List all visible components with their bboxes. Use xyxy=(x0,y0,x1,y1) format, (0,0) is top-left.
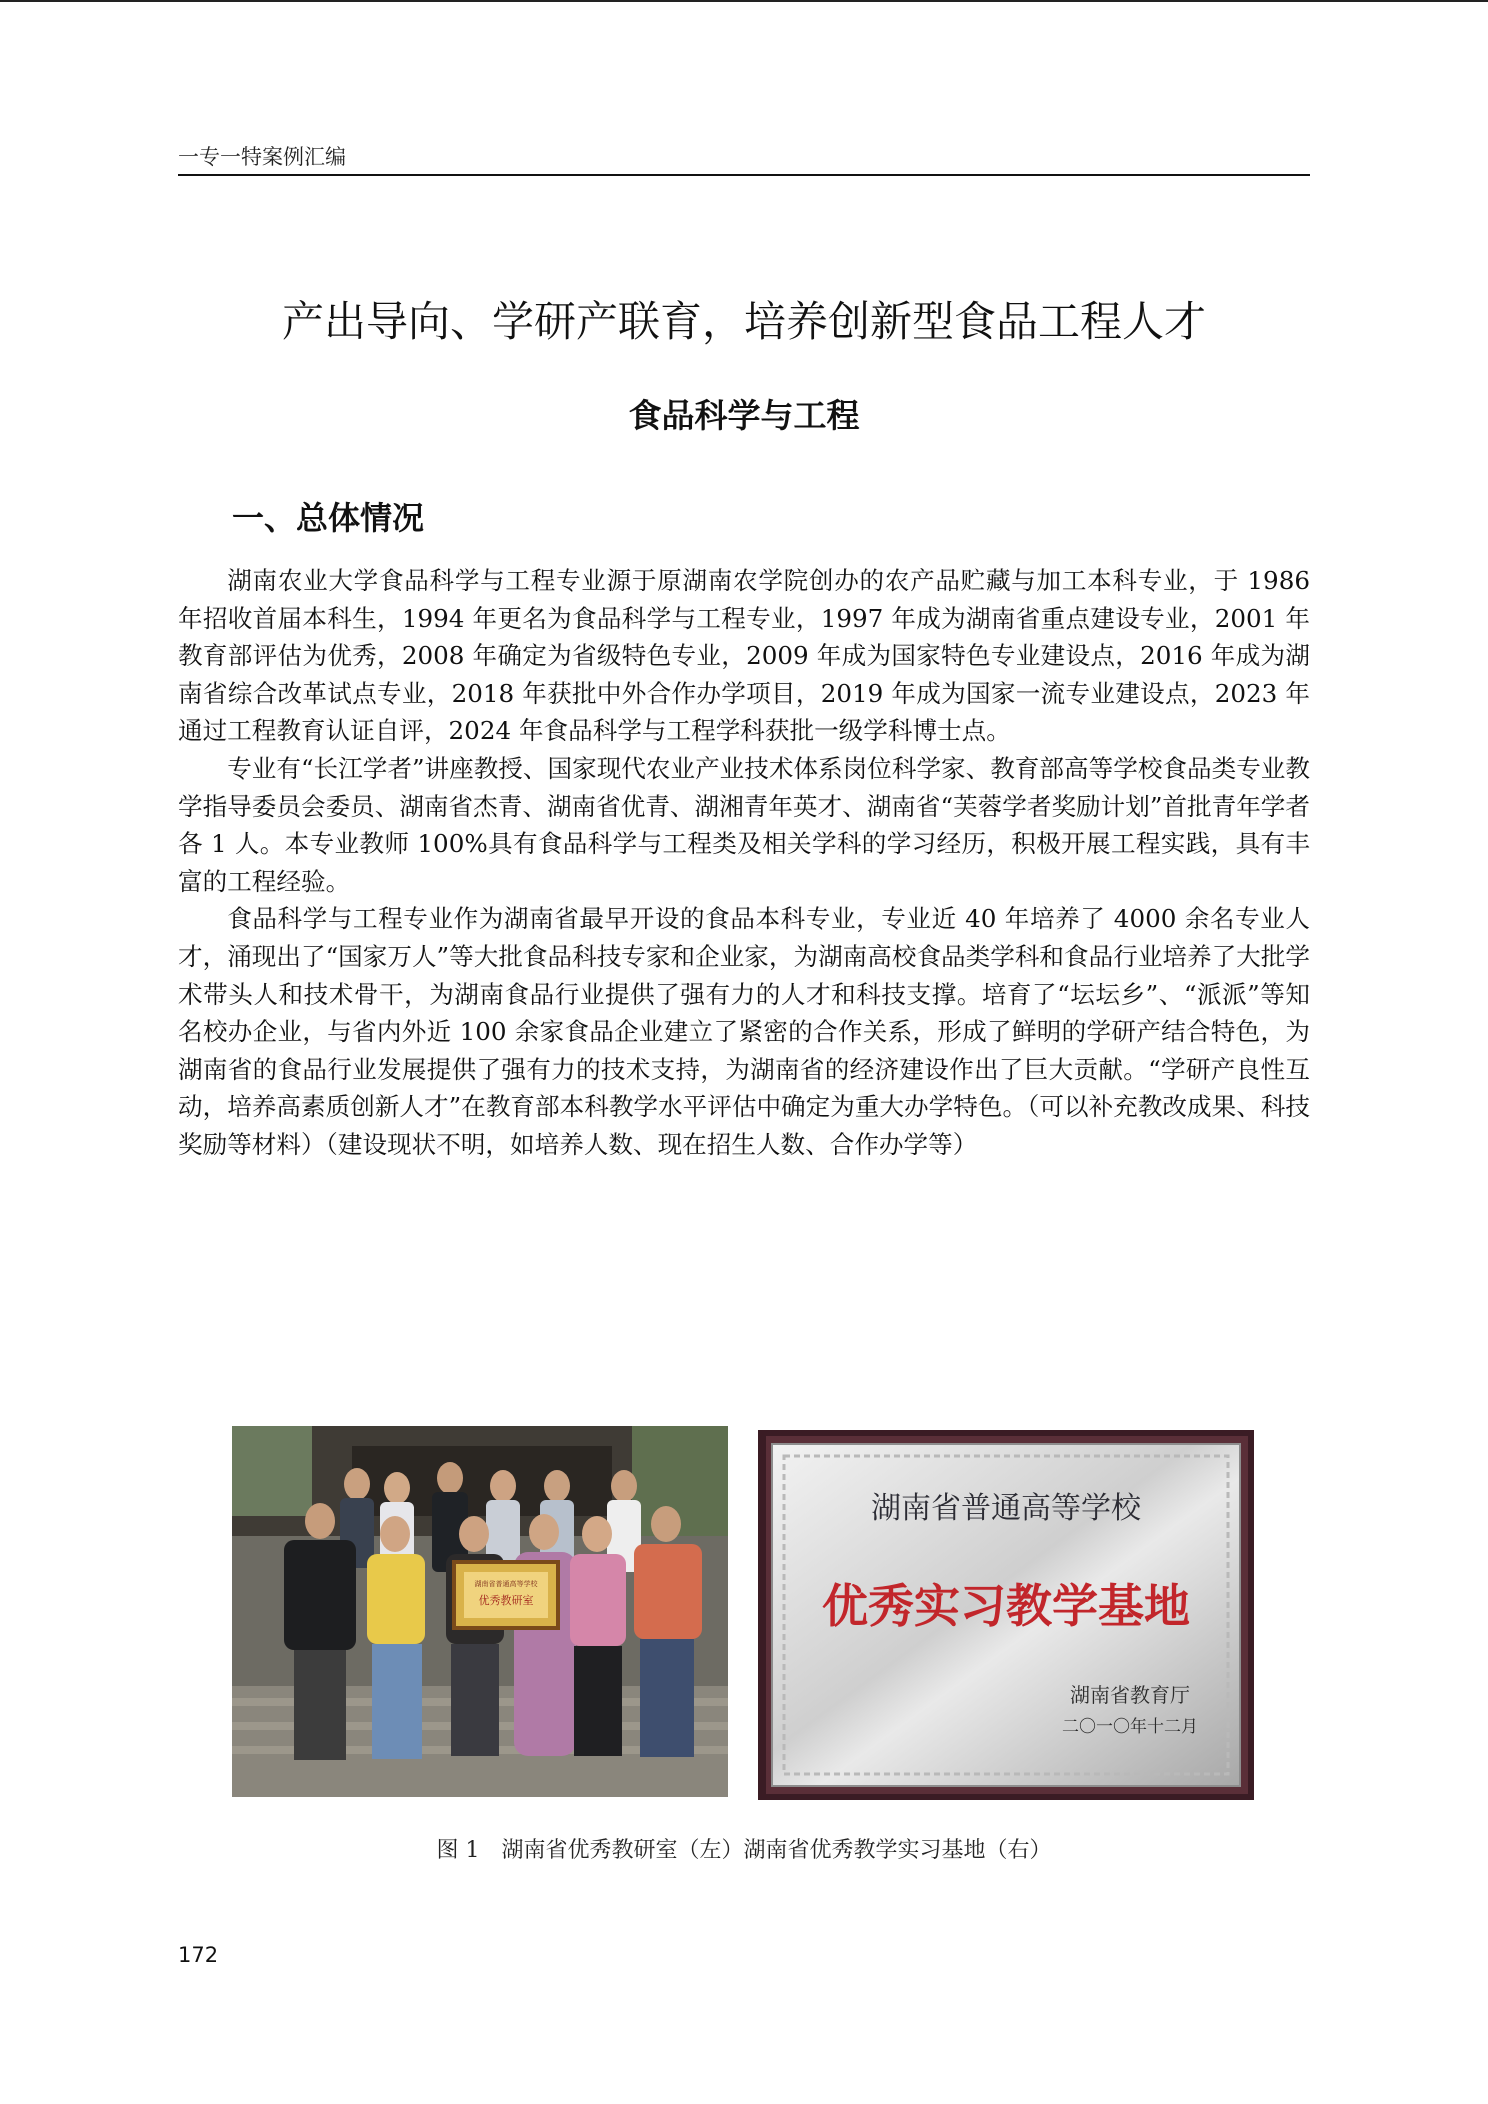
page-number: 172 xyxy=(178,1943,219,1967)
plaque-issuer: 湖南省教育厅 xyxy=(1070,1683,1190,1707)
article-title: 产出导向、学研产联育，培养创新型食品工程人才 xyxy=(281,297,1206,346)
figure-caption: 图 1 湖南省优秀教研室（左）湖南省优秀教学实习基地（右） xyxy=(436,1838,1052,1863)
section-heading: 一、总体情况 xyxy=(232,499,425,537)
plaque-top-text: 湖南省普通高等学校 xyxy=(474,1580,538,1588)
plaque-illustration xyxy=(758,1430,1254,1800)
figure xyxy=(232,1426,1254,1800)
paragraph: 湖南农业大学食品科学与工程专业源于原湖南农学院创办的农产品贮藏与加工本科专业，于 1986 年招收首届本科生，1994 年更名为食品科学与工程专业，1997 年成为湖南省重点建设专业，2001 年教育部评估为优秀，2008 年确定为省级特色专业，2009 年成为国家特色专业建设点，2016 年成为湖南省综合改革试点专业，2018 年获批中外合作办学项目，2019 年成为国家一流专业建设点，2023 年通过工程教育认证自评，2024 年食品科学与工程学科获批一级学科博士点。 xyxy=(178,566,1310,746)
article-subtitle: 食品科学与工程 xyxy=(628,396,860,435)
top-border xyxy=(0,0,1488,2)
plaque-line-1: 湖南省普通高等学校 xyxy=(871,1491,1141,1526)
plaque-date: 二〇一〇年十二月 xyxy=(1062,1717,1198,1737)
plaque-photo xyxy=(758,1430,1254,1800)
article-body xyxy=(178,562,1310,1164)
group-photo-illustration xyxy=(232,1426,728,1797)
plaque-line-2: 优秀实习教学基地 xyxy=(822,1579,1190,1633)
group-photo xyxy=(232,1426,728,1797)
paragraph: 食品科学与工程专业作为湖南省最早开设的食品本科专业，专业近 40 年培养了 4000 余名专业人才，涌现出了“国家万人”等大批食品科技专家和企业家，为湖南高校食品类学科和食品行业培养了大批学术带头人和技术骨干，为湖南食品行业提供了强有力的人才和科技支撑。培育了“坛坛乡”、“派派”等知名校办企业，与省内外近 100 余家食品企业建立了紧密的合作关系，形成了鲜明的学研产结合特色，为湖南省的食品行业发展提供了强有力的技术支持，为湖南省的经济建设作出了巨大贡献。“学研产良性互动，培养高素质创新人才”在教育部本科教学水平评估中确定为重大办学特色。（可以补充教改成果、科技奖励等材料）（建设现状不明，如培养人数、现在招生人数、合作办学等） xyxy=(178,904,1310,1159)
paragraph: 专业有“长江学者”讲座教授、国家现代农业产业技术体系岗位科学家、教育部高等学校食品类专业教学指导委员会委员、湖南省杰青、湖南省优青、湖湘青年英才、湖南省“芙蓉学者奖励计划”首批青年学者各 1 人。本专业教师 100%具有食品科学与工程类及相关学科的学习经历，积极开展工程实践，具有丰富的工程经验。 xyxy=(178,753,1310,896)
plaque-main-text: 优秀教研室 xyxy=(478,1594,534,1607)
running-header: 一专一特案例汇编 xyxy=(178,140,1310,176)
